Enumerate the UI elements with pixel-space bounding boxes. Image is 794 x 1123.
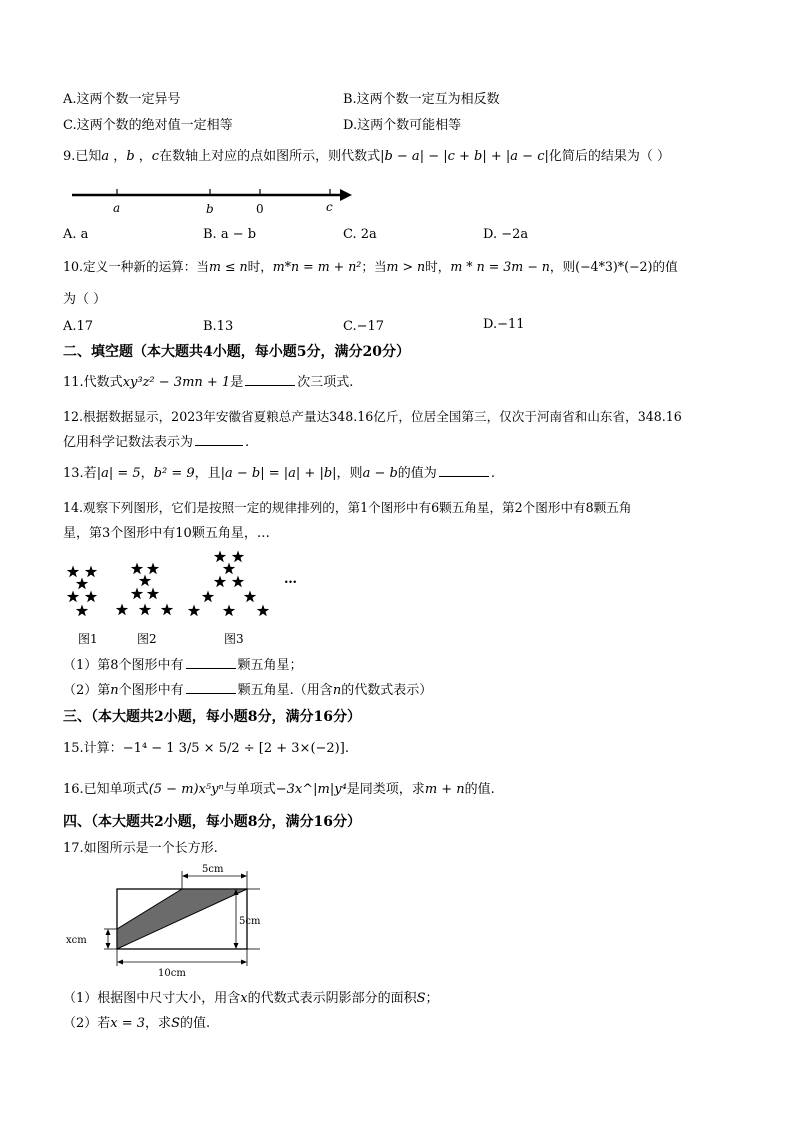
- q13: 13.若|a| = 5，b² = 9，且|a − b| = |a| + |b|，则a − b的值为 .: [63, 466, 495, 481]
- section-4-heading: 四、（本大题共2小题，每小题8分，满分16分）: [63, 814, 361, 830]
- q9-expression: |b − a| − |c + b| + |a − c|: [380, 149, 549, 164]
- number-line-arrow: [340, 189, 352, 201]
- q8-option-c: C.这两个数的绝对值一定相等: [63, 118, 233, 133]
- q14-line2: 星，第3个图形中有10颗五角星，…: [63, 526, 270, 541]
- axis-label-b: b: [206, 202, 214, 216]
- star-figure-1: [67, 566, 97, 617]
- q8-option-a: A.这两个数一定异号: [63, 92, 181, 107]
- star-pattern-figure: [60, 545, 310, 650]
- figure-ellipsis: …: [284, 572, 297, 587]
- q9-stem: 9.已知a ，b ，c在数轴上对应的点如图所示，则代数式|b − a| − |c + b| + |a − c|化简后的结果为（ ）: [63, 149, 670, 164]
- q10-option-b: B.13: [203, 319, 234, 334]
- axis-label-a: a: [113, 201, 121, 215]
- q11: 11.代数式xy³z² − 3mn + 1是 次三项式.: [63, 375, 354, 390]
- q15: 15.计算：−1⁴ − 1 3/5 × 5/2 ÷ [2 + 3×(−2)].: [63, 741, 349, 756]
- q14-line1: 14.观察下列图形，它们是按照一定的规律排列的，第1个图形中有6颗五角星，第2个图形中有8颗五角: [63, 500, 632, 515]
- star-figure-2: [116, 563, 173, 616]
- section-2-heading: 二、填空题（本大题共4小题，每小题5分，满分20分）: [63, 344, 410, 360]
- q10-option-d: D.−11: [483, 317, 525, 332]
- q17-sub1: （1）根据图中尺寸大小，用含x的代数式表示阴影部分的面积S；: [63, 991, 439, 1006]
- q9-option-a: A. a: [63, 227, 89, 242]
- dim-top-label: 5cm: [202, 864, 224, 875]
- q13-answer-blank[interactable]: [439, 475, 489, 477]
- var-b: b: [126, 149, 135, 164]
- var-c: c: [151, 149, 160, 164]
- star-figure-3: [188, 551, 269, 617]
- q14-sub2: （2）第n个图形中有 颗五角星.（用含n的代数式表示）: [63, 683, 433, 698]
- dim-right-label: 5cm: [239, 916, 261, 927]
- q9-option-d: D. −2a: [483, 227, 529, 242]
- q16: 16.已知单项式(5 − m)x⁵yⁿ与单项式−3x^|m|y⁴是同类项，求m + n的值.: [63, 782, 495, 797]
- dim-left-label: xcm: [66, 935, 87, 946]
- q17-title: 17.如图所示是一个长方形.: [63, 841, 218, 856]
- figure-label-1: 图1: [78, 632, 98, 646]
- q17-sub2: （2）若x = 3，求S的值.: [63, 1016, 211, 1031]
- section-3-heading: 三、（本大题共2小题，每小题8分，满分16分）: [63, 709, 361, 725]
- q12-line2: 亿用科学记数法表示为 .: [63, 435, 250, 450]
- figure-label-3: 图3: [224, 632, 244, 646]
- q8-option-b: B.这两个数一定互为相反数: [343, 92, 500, 107]
- figure-label-2: 图2: [137, 632, 157, 646]
- var-a: a: [101, 149, 110, 164]
- q10-option-a: A.17: [63, 319, 94, 334]
- q15-expression: −1⁴ − 1 3/5 × 5/2 ÷ [2 + 3×(−2)]: [122, 741, 345, 756]
- q14-sub2-blank[interactable]: [186, 692, 236, 694]
- q9-option-b: B. a − b: [203, 227, 257, 242]
- axis-label-c: c: [326, 200, 333, 214]
- q10-stem: 10.定义一种新的运算：当m ≤ n时，m*n = m + n²；当m > n时，m * n = 3m − n，则(−4*3)*(−2)的值: [63, 259, 678, 274]
- q9-option-c: C. 2a: [343, 227, 377, 242]
- shaded-region: [117, 889, 247, 949]
- dim-bottom-label: 10cm: [158, 968, 186, 979]
- rectangle-diagram: [60, 862, 280, 982]
- axis-label-0: 0: [256, 202, 264, 216]
- q12-line1: 12.根据数据显示，2023年安徽省夏粮总产量达348.16亿斤，位居全国第三，仅次于河南省和山东省，348.16: [63, 409, 682, 424]
- q11-answer-blank[interactable]: [245, 384, 295, 386]
- q8-option-d: D.这两个数可能相等: [343, 118, 462, 133]
- q12-answer-blank[interactable]: [195, 444, 243, 446]
- number-line: [70, 180, 360, 220]
- q10-stem-line2: 为（ ）: [63, 292, 107, 307]
- q10-option-c: C.−17: [343, 319, 385, 334]
- q14-sub1-blank[interactable]: [186, 667, 236, 669]
- q14-sub1: （1）第8个图形中有 颗五角星；: [63, 658, 303, 673]
